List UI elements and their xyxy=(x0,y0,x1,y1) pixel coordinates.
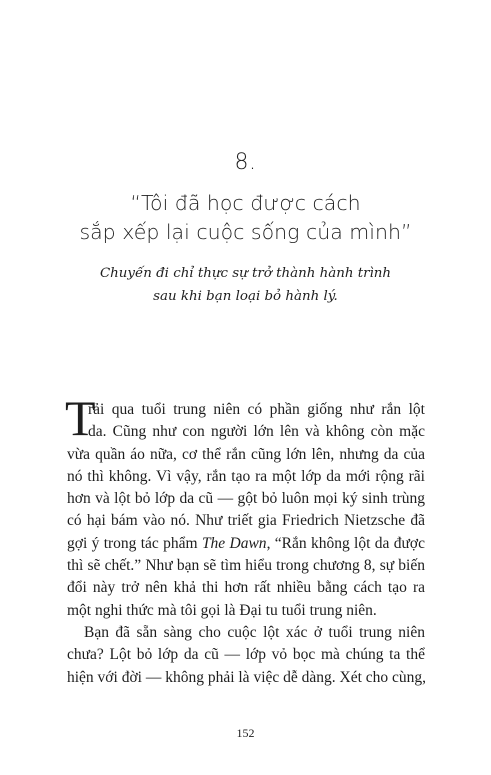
text-line: hiện với đời — không phải là việc dễ dàng. Xét cho cùng, xyxy=(67,668,427,686)
epigraph xyxy=(40,262,451,308)
text-line: hơn và lột bỏ lớp da cũ — gột bỏ luôn mọi ký sinh trùng xyxy=(67,490,425,508)
text-line: rải qua tuổi trung niên có phần giống như rắn lột xyxy=(88,401,425,418)
text-line xyxy=(67,533,425,555)
chapter-title-line: “Tôi đã học được cách xyxy=(130,191,361,215)
drop-cap: T xyxy=(65,390,96,446)
text-fragment: , “Rắn không lột da được xyxy=(266,534,425,552)
body-text xyxy=(65,390,427,689)
chapter-title-line: sắp xếp lại cuộc sống của mình” xyxy=(79,220,412,244)
text-line: vừa quần áo nữa, cơ thể rắn cũng lớn lên, nhưng da của xyxy=(67,445,425,463)
text-line: thì sẽ chết.” Như bạn sẽ tìm hiểu trong chương 8, sự biến xyxy=(67,557,425,575)
text-line: có hại bám vào nó. Như triết gia Friedrich Nietzsche đã xyxy=(67,512,425,530)
epigraph-line: Chuyến đi chỉ thực sự trở thành hành trình xyxy=(99,266,392,281)
chapter-title xyxy=(40,189,451,247)
text-line: nó thì không. Vì vậy, rắn tạo ra một lớp da mới rộng rãi xyxy=(67,467,425,485)
chapter-number: 8. xyxy=(234,150,257,175)
text-line: chưa? Lột bỏ lớp da cũ — lớp vỏ bọc mà chúng ta thể xyxy=(67,646,425,664)
book-title: The Dawn xyxy=(201,534,267,552)
text-fragment: gợi ý trong tác phẩm xyxy=(67,534,202,552)
page-number: 152 xyxy=(236,726,255,740)
text-line: một nghi thức mà tôi gọi là Đại tu tuổi trung niên. xyxy=(67,601,377,619)
text-line: Bạn đã sẵn sàng cho cuộc lột xác ở tuổi trung niên xyxy=(84,623,425,641)
text-line: đổi này trở nên khả thi hơn rất nhiều bằng cách tạo ra xyxy=(67,579,425,597)
text-line: da. Cũng như con người lớn lên và không còn mặc xyxy=(88,423,425,441)
epigraph-line: sau khi bạn loại bỏ hành lý. xyxy=(153,289,338,304)
